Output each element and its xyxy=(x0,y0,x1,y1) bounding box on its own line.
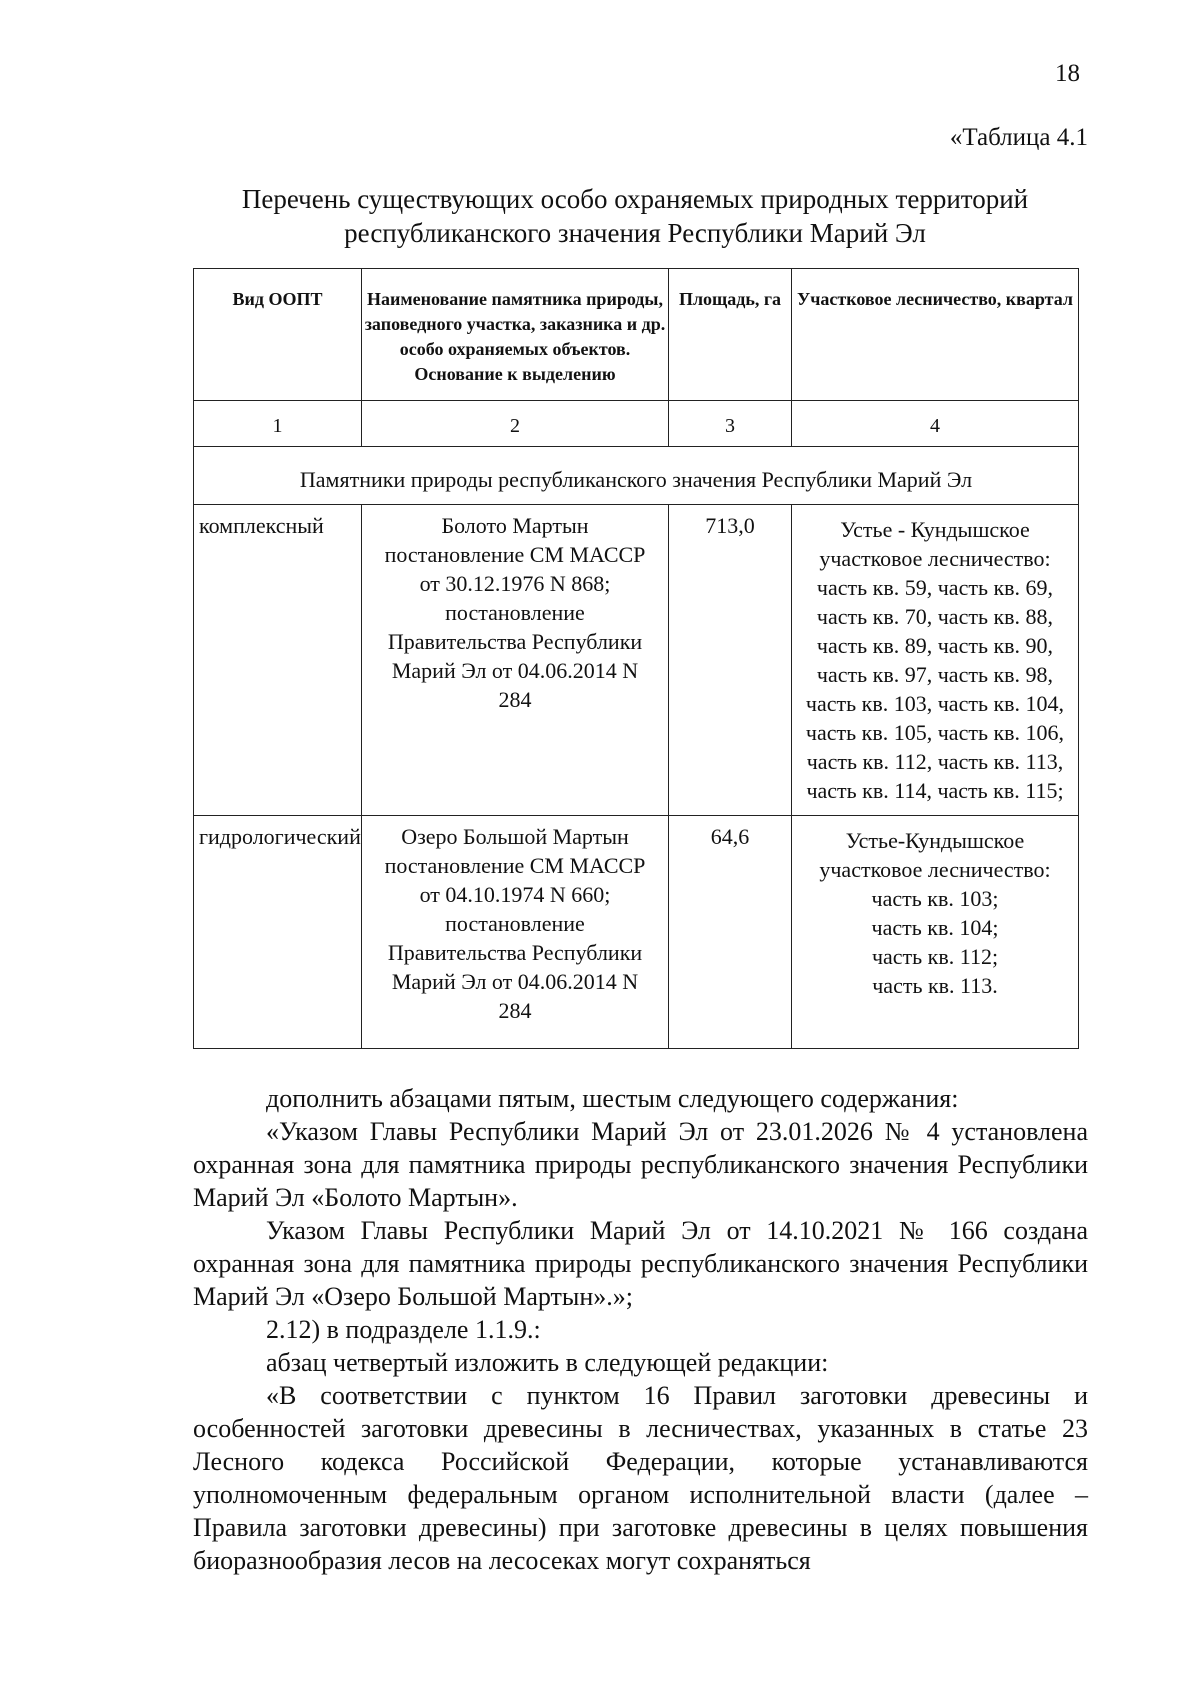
name-line: 284 xyxy=(498,687,532,712)
header-name: Наименование памятника природы, заповедного участка, заказника и др. особо охраняемых объектов. Основание к выделению xyxy=(362,269,669,401)
paragraph: дополнить абзацами пятым, шестым следующего содержания: xyxy=(266,1084,959,1113)
forestry-line: участковое лесничество: xyxy=(819,857,1051,882)
name-line: Марий Эл от 04.06.2014 N xyxy=(391,969,639,994)
forestry-line: часть кв. 113. xyxy=(872,973,998,998)
forestry-line: часть кв. 70, часть кв. 88, xyxy=(816,604,1054,629)
name-line: Правительства Республики xyxy=(387,629,643,654)
name-line: от 04.10.1974 N 660; xyxy=(419,882,611,907)
name-line: от 30.12.1976 N 868; xyxy=(419,571,611,596)
name-line: постановление СМ МАССР xyxy=(384,853,646,878)
forestry-cell xyxy=(792,505,1079,816)
column-number-row xyxy=(194,401,1079,447)
name-line: постановление xyxy=(445,600,585,625)
body-text xyxy=(193,1082,1088,1577)
name-line: Марий Эл от 04.06.2014 N xyxy=(391,658,639,683)
paragraph: абзац четвертый изложить в следующей редакции: xyxy=(266,1348,829,1377)
header-forestry: Участковое лесничество, квартал xyxy=(792,269,1079,401)
forestry-line: часть кв. 103, часть кв. 104, xyxy=(805,691,1065,716)
column-number: 1 xyxy=(194,401,362,447)
forestry-line: часть кв. 89, часть кв. 90, xyxy=(816,633,1054,658)
header-type: Вид ООПТ xyxy=(194,269,362,401)
name-line: Болото Мартын xyxy=(441,513,589,538)
forestry-line: Устье-Кундышское xyxy=(845,828,1025,853)
name-line: постановление xyxy=(445,911,585,936)
paragraph: Указом Главы Республики Марий Эл от 14.10.2021 № 166 создана охранная зона для памятника природы республиканского значения Республики Марий Эл «Озеро Большой Мартын».»; xyxy=(193,1216,1088,1311)
forestry-line: часть кв. 59, часть кв. 69, xyxy=(816,575,1054,600)
table-row xyxy=(194,505,1079,816)
area-value: 64,6 xyxy=(669,816,792,1049)
forestry-line: часть кв. 104; xyxy=(871,915,999,940)
table-header-row xyxy=(194,269,1079,401)
area-value: 713,0 xyxy=(669,505,792,816)
protected-areas-table xyxy=(193,268,1079,1049)
section-row xyxy=(194,447,1079,505)
forestry-line: часть кв. 105, часть кв. 106, xyxy=(805,720,1065,745)
forestry-cell xyxy=(792,816,1079,1049)
name-line: Правительства Республики xyxy=(387,940,643,965)
paragraph: «В соответствии с пунктом 16 Правил заготовки древесины и особенностей заготовки древесины в лесничествах, указанных в статье 23 Лесного кодекса Российской Федерации, которые устанавливаются уполномоченным федеральным органом исполнительной власти (далее – Правила заготовки древесины) при заготовке древесины в целях повышения биоразнообразия лесов на лесосеках могут сохраняться xyxy=(193,1381,1088,1575)
forestry-line: Устье - Кундышское xyxy=(840,517,1030,542)
area-name-cell xyxy=(362,505,669,816)
section-title: Памятники природы республиканского значения Республики Марий Эл xyxy=(194,447,1079,505)
area-type: комплексный xyxy=(194,505,362,816)
forestry-line: часть кв. 112; xyxy=(871,944,999,969)
table-title: Перечень существующих особо охраняемых природных территорий республиканского значения Республики Марий Эл xyxy=(241,184,1029,248)
column-number: 4 xyxy=(792,401,1079,447)
table-row xyxy=(194,816,1079,1049)
paragraph: 2.12) в подразделе 1.1.9.: xyxy=(266,1315,541,1344)
name-line: Озеро Большой Мартын xyxy=(401,824,629,849)
column-number: 3 xyxy=(669,401,792,447)
name-line: 284 xyxy=(498,998,532,1023)
forestry-line: участковое лесничество: xyxy=(819,546,1051,571)
column-number: 2 xyxy=(362,401,669,447)
table-reference: «Таблица 4.1 xyxy=(949,124,1088,151)
forestry-line: часть кв. 97, часть кв. 98, xyxy=(816,662,1054,687)
forestry-line: часть кв. 112, часть кв. 113, xyxy=(806,749,1064,774)
header-area: Площадь, га xyxy=(669,269,792,401)
paragraph: «Указом Главы Республики Марий Эл от 23.01.2026 № 4 установлена охранная зона для памятника природы республиканского значения Республики Марий Эл «Болото Мартын». xyxy=(193,1117,1088,1212)
name-line: постановление СМ МАССР xyxy=(384,542,646,567)
page-number: 18 xyxy=(1055,60,1080,87)
area-type: гидрологический xyxy=(194,816,362,1049)
forestry-line: часть кв. 114, часть кв. 115; xyxy=(806,778,1064,803)
forestry-line: часть кв. 103; xyxy=(871,886,999,911)
area-name-cell xyxy=(362,816,669,1049)
